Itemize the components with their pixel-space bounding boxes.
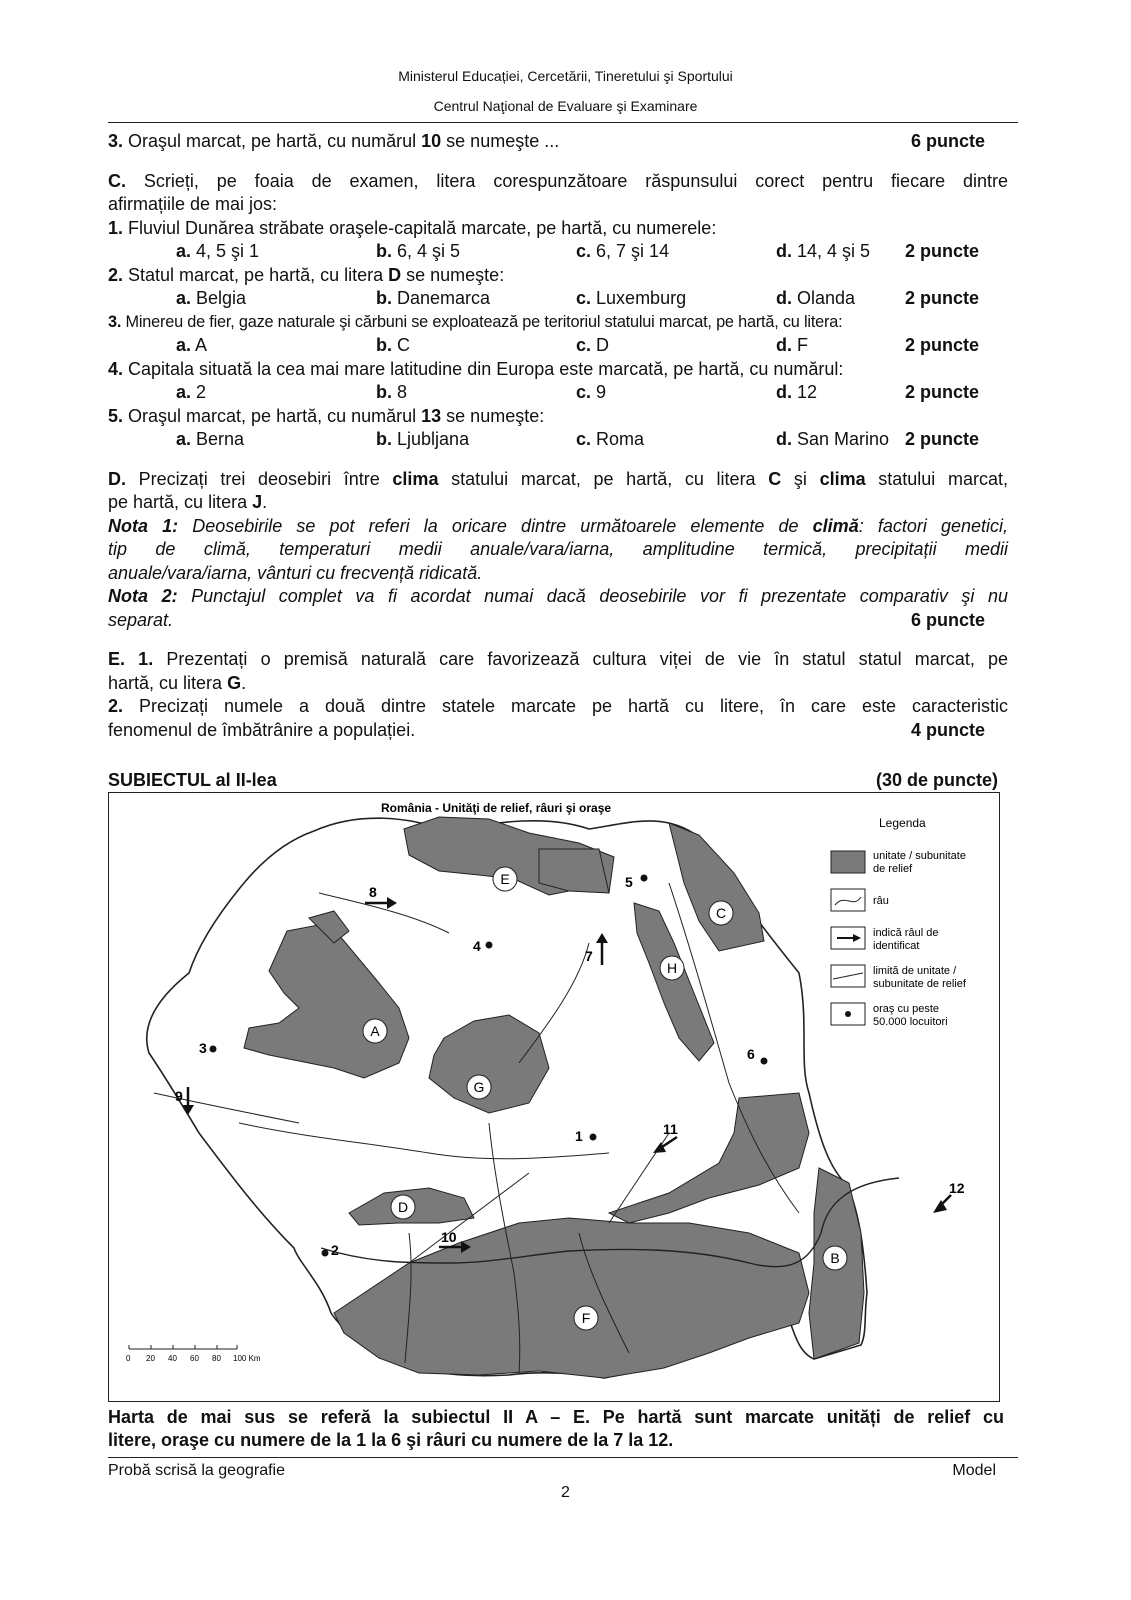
section-letter: C.: [108, 170, 126, 191]
option-c: c. Roma: [576, 429, 645, 449]
section-e-line-1: E. 1. Prezentați o premisă naturală care favorizează cultura viței de vie în statul statul marcat, pe: [108, 649, 1009, 669]
item-text: Fluviul Dunărea străbate oraşele-capitală marcate, pe hartă, cu numerele:: [123, 217, 717, 238]
letter-f: [574, 1306, 598, 1330]
points: 2 puncte: [905, 382, 980, 402]
item-text: Statul marcat, pe hartă, cu litera: [123, 264, 389, 285]
section-text: Scrieți, pe foaia de examen, litera corespunzătoare răspunsului corect pentru fiecare dintre: [126, 170, 1008, 191]
svg-text:12: 12: [949, 1180, 965, 1196]
map-caption-line-2: litere, oraşe cu numere de la 1 la 6 şi râuri cu numere de la 7 la 12.: [108, 1430, 674, 1450]
option-a: a. Berna: [176, 429, 245, 449]
question-tail: se numeşte ...: [441, 131, 560, 151]
svg-text:G: G: [473, 1079, 485, 1095]
option-d: d. Olanda: [776, 288, 856, 308]
footer: [108, 1462, 996, 1480]
svg-text:9: 9: [175, 1088, 183, 1104]
svg-text:60: 60: [190, 1354, 199, 1363]
option-c: c. Luxemburg: [576, 288, 687, 308]
svg-text:limită de unitate /: limită de unitate /: [873, 965, 957, 977]
item-2-options: [108, 287, 1008, 311]
item-text: Minereu de fier, gaze naturale şi cărbuni se exploatează pe teritoriul statului marcat, pe hartă, cu litera:: [121, 312, 843, 331]
letter-e: [493, 867, 517, 891]
nota-1-line-1: Nota 1: Deosebirile se pot referi la oricare dintre următoarele elemente de climă: factori genetici,: [108, 515, 1008, 536]
header-ministry: Ministerul Educației, Cercetării, Tineretului şi Sportului: [398, 68, 733, 84]
points: 6 puncte: [910, 131, 985, 151]
item-text: Oraşul marcat, pe hartă, cu numărul: [123, 405, 422, 426]
letter-c: [709, 901, 733, 925]
points: 4 puncte: [910, 719, 985, 740]
header-rule: [108, 122, 1018, 123]
subject-points: (30 de puncte): [875, 770, 998, 790]
section-e-line-3: 2. Precizați numele a două dintre statele marcate pe hartă cu litere, în care este caracteristic: [108, 696, 1008, 716]
option-d: d. 14, 4 şi 5: [776, 241, 871, 261]
section-e-line-2: hartă, cu litera G.: [108, 672, 247, 693]
map-title: România - Unităţi de relief, râuri şi oraşe: [381, 801, 612, 815]
footer-left: Probă scrisă la geografie: [108, 1462, 285, 1479]
map-caption: [108, 1406, 1004, 1452]
svg-text:100 Km: 100 Km: [233, 1354, 261, 1363]
svg-text:50.000 locuitori: 50.000 locuitori: [873, 1016, 948, 1028]
item-tail: se numeşte:: [401, 264, 505, 285]
svg-text:de relief: de relief: [873, 863, 913, 875]
letter-b: [823, 1246, 847, 1270]
option-b: b. C: [376, 335, 411, 355]
points: 2 puncte: [905, 335, 980, 355]
item-bold: 13: [421, 405, 442, 426]
svg-text:identificat: identificat: [873, 940, 920, 952]
section-e-line-4: fenomenul de îmbătrânire a populației. 4 puncte: [108, 719, 1008, 743]
svg-text:indică râul de: indică râul de: [873, 927, 939, 939]
section-c-intro-2: afirmațiile de mai jos:: [108, 194, 278, 214]
question-bold: 10: [421, 131, 442, 151]
document-body: [108, 130, 1008, 742]
svg-text:80: 80: [212, 1354, 221, 1363]
item-tail: se numeşte:: [441, 405, 545, 426]
option-c: c. 9: [576, 382, 607, 402]
item-5-options: [108, 428, 1008, 452]
question-3: [108, 130, 1008, 154]
item-number: 2.: [108, 264, 124, 285]
header-center: Centrul Naţional de Evaluare şi Examinare: [433, 98, 698, 114]
item-number: 1.: [108, 217, 124, 238]
letter-a: [363, 1019, 387, 1043]
svg-text:1: 1: [575, 1128, 583, 1144]
item-1: [108, 217, 1008, 241]
section-d-line-2: pe hartă, cu litera J.: [108, 492, 268, 512]
item-4: [108, 358, 1008, 382]
item-number: 3.: [108, 312, 122, 331]
option-a: a. 2: [176, 382, 207, 402]
option-b: b. 6, 4 şi 5: [376, 241, 461, 261]
item-3: [108, 311, 1008, 335]
svg-text:Legenda: Legenda: [879, 816, 926, 830]
nota-1-line-3: anuale/vara/iarna, vânturi cu frecvență ridicată.: [108, 562, 483, 583]
option-d: d. F: [776, 335, 809, 355]
map-svg: [109, 793, 999, 1401]
map-legend: [831, 816, 967, 1028]
svg-text:râu: râu: [873, 895, 889, 907]
section-c-intro: [108, 170, 1008, 194]
item-3-options: [108, 334, 1008, 358]
svg-text:B: B: [830, 1250, 840, 1266]
svg-text:D: D: [397, 1199, 409, 1215]
letter-h: [660, 956, 684, 980]
nota-2-line-1: Nota 2: Punctajul complet va fi acordat numai dacă deosebirile vor fi prezentate comparativ şi nu: [108, 586, 1008, 606]
section-d-line-1: D. Precizați trei deosebiri între clima statului marcat, pe hartă, cu litera C şi clima statului marcat,: [108, 468, 1008, 489]
svg-text:subunitate de relief: subunitate de relief: [873, 978, 966, 990]
svg-text:2: 2: [331, 1242, 339, 1258]
svg-text:4: 4: [473, 938, 481, 954]
option-b: b. 8: [376, 382, 408, 402]
svg-text:0: 0: [126, 1354, 131, 1363]
item-2: [108, 264, 1008, 288]
option-c: c. D: [576, 335, 610, 355]
option-d: d. 12: [776, 382, 818, 402]
item-bold: D: [388, 264, 402, 285]
letter-g: [467, 1075, 491, 1099]
romania-map: [108, 792, 1000, 1402]
scale-bar: [126, 1345, 261, 1363]
item-4-options: [108, 381, 1008, 405]
option-b: b. Danemarca: [376, 288, 491, 308]
svg-text:A: A: [370, 1023, 380, 1039]
option-a: a. Belgia: [176, 288, 247, 308]
option-c: c. 6, 7 şi 14: [576, 241, 670, 261]
svg-text:F: F: [581, 1310, 591, 1326]
svg-text:10: 10: [441, 1229, 457, 1245]
item-text: Capitala situată la cea mai mare latitudine din Europa este marcată, pe hartă, cu numărul:: [123, 358, 844, 379]
footer-rule: [108, 1457, 1018, 1458]
svg-text:11: 11: [663, 1121, 678, 1137]
svg-text:3: 3: [199, 1040, 207, 1056]
item-number: 4.: [108, 358, 124, 379]
page-number: 2: [561, 1484, 570, 1501]
river-arrow-12: [933, 1180, 965, 1213]
nota-2-line-2: separat. 6 puncte: [108, 609, 1008, 633]
svg-text:C: C: [715, 905, 727, 921]
svg-text:E: E: [500, 871, 510, 887]
svg-text:8: 8: [369, 884, 377, 900]
subject-2-heading: [108, 770, 998, 793]
points: 2 puncte: [905, 241, 980, 261]
option-a: a. 4, 5 şi 1: [176, 241, 260, 261]
svg-text:7: 7: [585, 948, 593, 964]
svg-text:5: 5: [625, 874, 633, 890]
footer-right: Model: [952, 1462, 996, 1479]
subject-title: SUBIECTUL al II-lea: [108, 770, 277, 790]
map-caption-line-1: Harta de mai sus se referă la subiectul II A – E. Pe hartă sunt marcate unități de relief cu: [108, 1407, 1004, 1427]
points: 2 puncte: [905, 288, 980, 308]
svg-text:H: H: [666, 960, 678, 976]
option-d: d. San Marino: [776, 429, 890, 449]
item-1-options: [108, 240, 1008, 264]
nota-1-line-2: tip de climă, temperaturi medii anuale/vara/iarna, amplitudine termică, precipitații medii: [108, 539, 1008, 559]
svg-text:oraş cu peste: oraş cu peste: [873, 1003, 940, 1015]
points: 6 puncte: [910, 609, 985, 630]
option-b: b. Ljubljana: [376, 429, 470, 449]
points: 2 puncte: [905, 429, 980, 449]
item-5: [108, 405, 1008, 429]
question-number: 3.: [108, 131, 124, 151]
question-text: Oraşul marcat, pe hartă, cu numărul: [123, 131, 422, 151]
svg-text:40: 40: [168, 1354, 177, 1363]
svg-text:unitate / subunitate: unitate / subunitate: [873, 850, 966, 862]
svg-text:20: 20: [146, 1354, 155, 1363]
item-number: 5.: [108, 405, 124, 426]
svg-text:6: 6: [747, 1046, 755, 1062]
option-a: a. A: [176, 335, 208, 355]
letter-d: [391, 1195, 415, 1219]
